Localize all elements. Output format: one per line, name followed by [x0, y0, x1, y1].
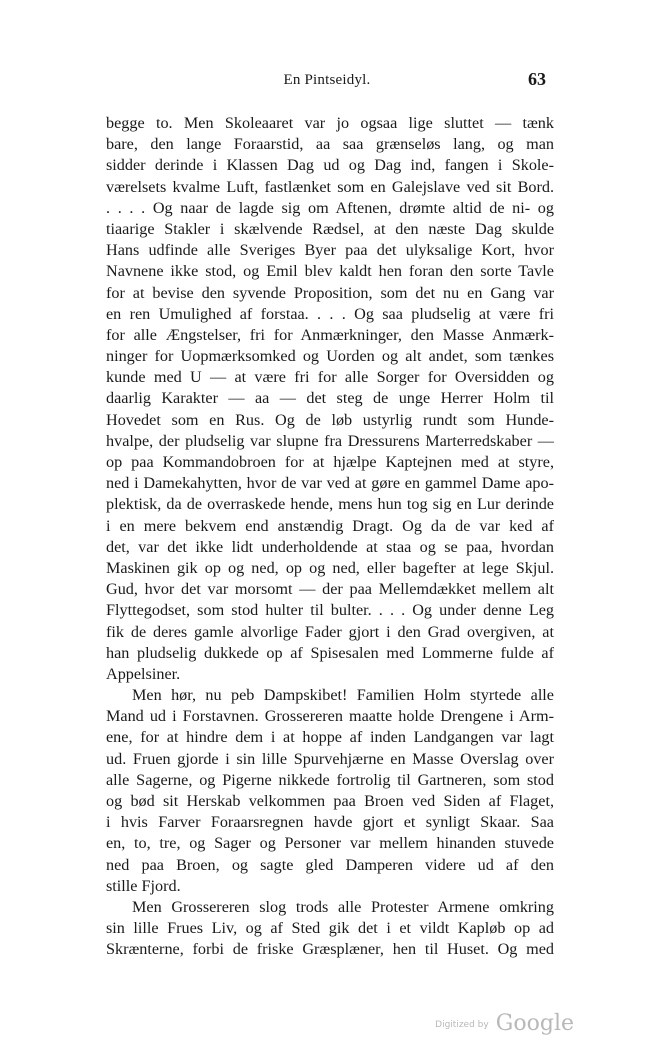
text-line: kunde med U — at være fri for alle Sorger for Oversidden og: [106, 368, 554, 387]
text-line: ned paa Broen, og sagte gled Damperen videre ud af den: [106, 855, 554, 874]
text-line: sin lille Frues Liv, og af Sted gik det i et vildt Kapløb op ad: [106, 919, 554, 938]
text-line: i en mere bekvem end anstændig Dragt. Og da de var ked af: [106, 516, 554, 535]
text-line: ninger for Uopmærksomked og Uorden og alt andet, som tænkes: [106, 347, 554, 366]
text-line: Flyttegodset, som stod hulter til bulter. . . . Og under denne Leg: [106, 601, 554, 620]
text-line: sidder derinde i Klassen Dag ud og Dag ind, fangen i Skole-: [106, 156, 554, 175]
text-line: Appelsiner.: [106, 664, 181, 683]
text-line: Navnene ikke stod, og Emil blev kaldt hen foran den sorte Tavle: [106, 262, 554, 281]
text-line: Maskinen gik op og ned, op og ned, eller bagefter at lege Skjul.: [106, 558, 554, 577]
google-logo: Google: [495, 1011, 574, 1036]
text-line: Skrænterne, forbi de friske Græsplæner, hen til Huset. Og med: [106, 940, 554, 959]
text-line: alle Sagerne, og Pigerne nikkede fortrolig til Gartneren, som stod: [106, 770, 554, 789]
text-line: ud. Fruen gjorde i sin lille Spurvehjærne en Masse Overslag over: [106, 749, 554, 768]
text-line: daarlig Karakter — aa — det steg de unge Herrer Holm til: [106, 389, 554, 408]
digitized-by-label: Digitized by: [435, 1020, 489, 1030]
text-line: og bød sit Herskab velkommen paa Broen ved Siden af Flaget,: [106, 792, 554, 810]
text-line: det, var det ikke lidt underholdende at staa og se paa, hvordan: [106, 537, 554, 556]
body-text: [106, 113, 554, 961]
text-line: hvalpe, der pludselig var slupne fra Dressurens Marterredskaber —: [106, 431, 554, 450]
page-number: 63: [528, 69, 546, 89]
text-line: Mand ud i Forstavnen. Grossereren maatte holde Drengene i Arm-: [106, 707, 554, 726]
text-line: han pludselig dukkede op af Spisesalen med Lommerne fulde af: [106, 643, 554, 662]
text-line: fik de deres gamle alvorlige Fader gjort i den Grad overgiven, at: [106, 622, 554, 641]
text-line: ned i Damekahytten, hvor de var ved at gøre en gammel Dame apo-: [106, 474, 554, 493]
text-line: Men Grossereren slog trods alle Protester Armene omkring: [132, 897, 554, 916]
text-line: Gud, hvor det var morsomt — der paa Mellemdækket mellem alt: [106, 580, 554, 599]
text-line: ene, for at hindre dem i at hoppe af inden Landgangen var lagt: [106, 728, 554, 747]
running-title: En Pintseidyl.: [283, 72, 371, 88]
text-line: Men hør, nu peb Dampskibet! Familien Holm styrtede alle: [132, 686, 554, 705]
text-line: . . . . Og naar de lagde sig om Aftenen, drømte altid de ni- og: [106, 198, 554, 217]
text-line: bare, den lange Foraarstid, aa saa grænseløs lang, og man: [106, 135, 554, 154]
text-line: Hovedet som en Rus. Og de løb ustyrlig rundt som Hunde-: [106, 410, 554, 429]
text-line: en ren Umulighed af forstaa. . . . Og saa pludselig at være fri: [106, 304, 554, 323]
text-line: Hans udfinde alle Sveriges Byer paa det ulyksalige Kort, hvor: [106, 241, 554, 260]
text-line: i hvis Farver Foraarsregnen havde gjort et synligt Skaar. Saa: [106, 813, 554, 832]
text-line: op paa Kommandobroen for at hjælpe Kaptejnen med at styre,: [106, 453, 554, 471]
text-line: tiaarige Stakler i skælvende Rædsel, at den næste Dag skulde: [106, 219, 554, 238]
text-line: for alle Ængstelser, fri for Anmærkninger, den Masse Anmærk-: [106, 325, 554, 344]
text-line: en, to, tre, og Sager og Personer var mellem hinanden stuvede: [106, 834, 554, 853]
text-line: begge to. Men Skoleaaret var jo ogsaa lige sluttet — tænk: [106, 114, 554, 132]
text-line: for at bevise den syvende Proposition, som det nu en Gang var: [106, 283, 554, 302]
digitized-watermark: [435, 1011, 574, 1036]
text-line: plektisk, da de overraskede hende, mens hun tog sig en Lur derinde: [106, 495, 554, 514]
text-line: værelsets kvalme Luft, fastlænket som en Galejslave ved sit Bord.: [106, 177, 554, 196]
text-line: stille Fjord.: [106, 876, 181, 895]
